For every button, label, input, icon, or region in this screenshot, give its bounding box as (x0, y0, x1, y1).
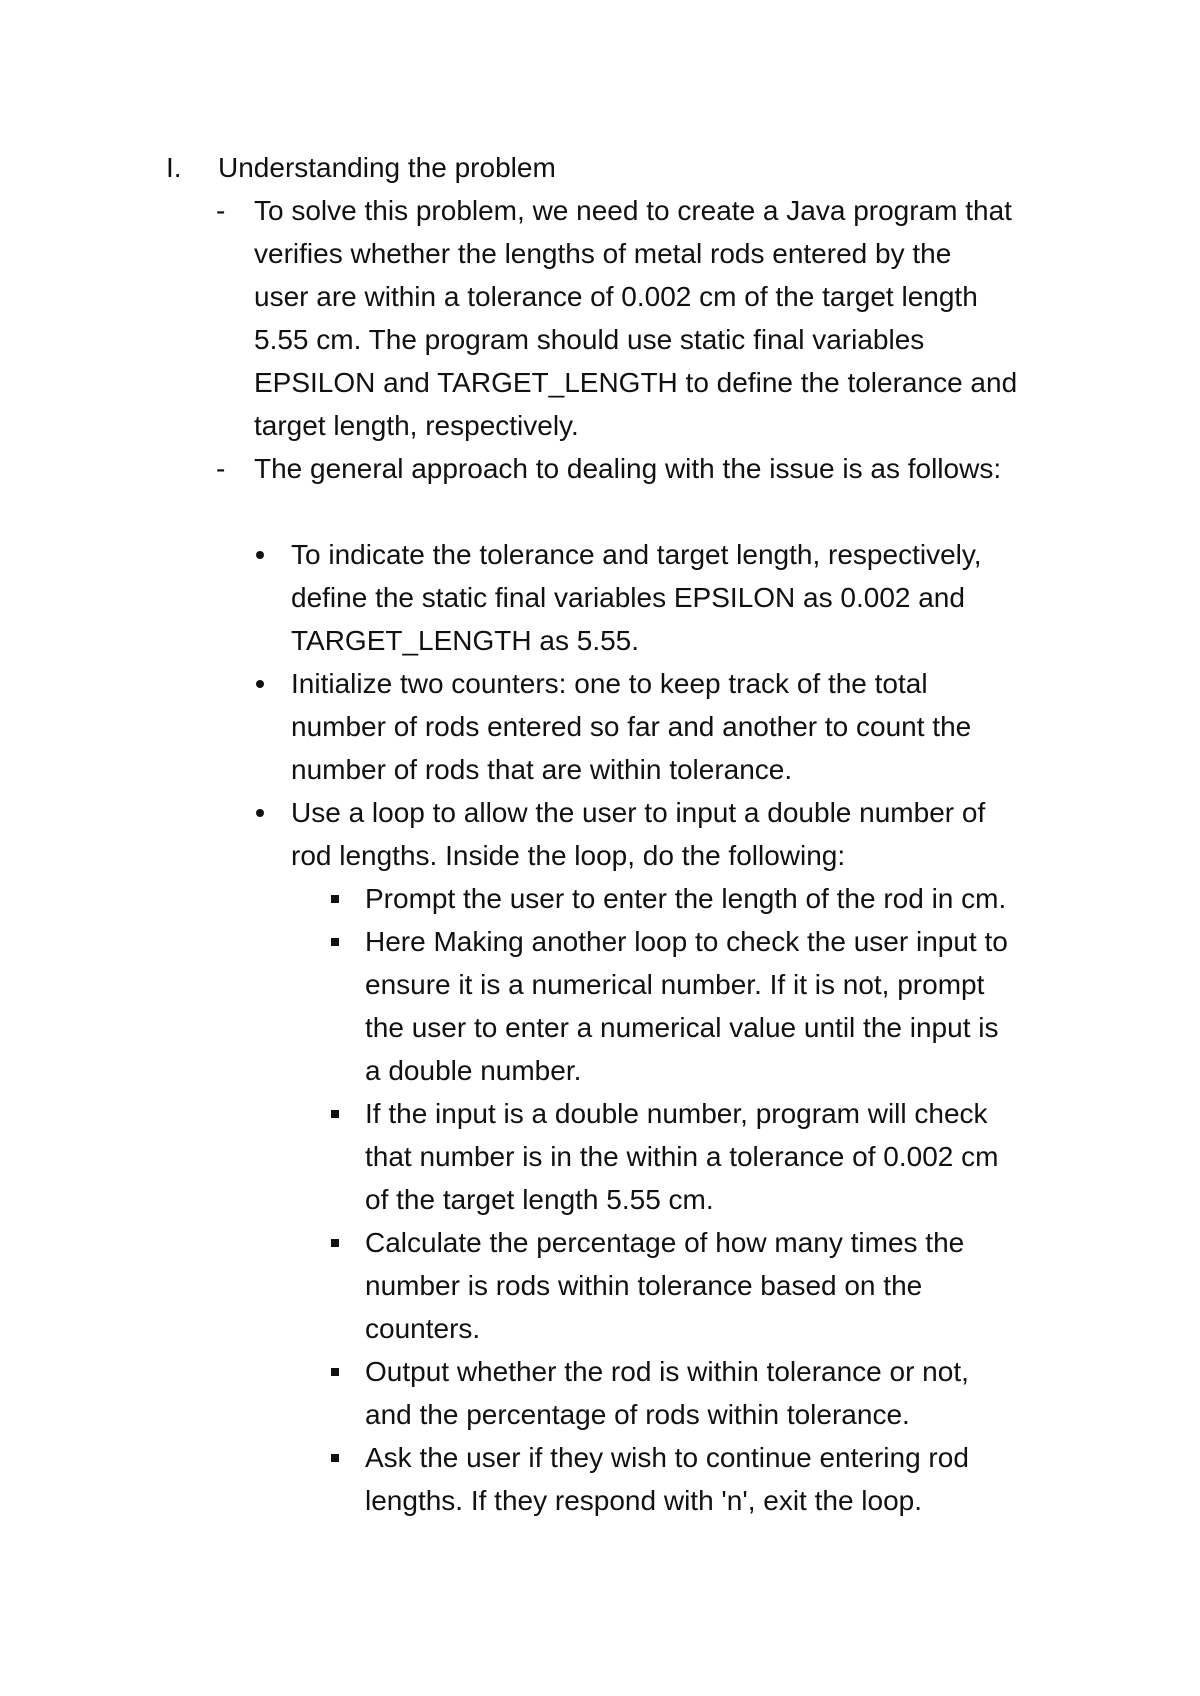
dash-marker: - (216, 195, 226, 226)
text-line: Use a loop to allow the user to input a double number of (291, 797, 986, 828)
text-line: that number is in the within a tolerance of 0.002 cm (365, 1141, 999, 1172)
sub-list-item (327, 1092, 1087, 1221)
square-bullet-icon (327, 1092, 365, 1221)
section-number: I. (166, 152, 182, 183)
sub-list-item (327, 920, 1087, 1092)
bullet-item-text (291, 791, 1051, 877)
text-line: number of rods entered so far and another to count the (291, 711, 972, 742)
square-bullet-icon (327, 877, 365, 920)
sub-list-item (327, 1436, 1087, 1522)
sub-item-text (365, 1350, 1070, 1436)
sub-item-text (365, 877, 1070, 920)
text-line: Output whether the rod is within tolerance or not, (365, 1356, 969, 1387)
text-line: Calculate the percentage of how many times the (365, 1227, 965, 1258)
text-line: of the target length 5.55 cm. (365, 1184, 714, 1215)
sub-list-item (327, 877, 1087, 920)
bullet-item-text (291, 662, 1051, 791)
text-line: verifies whether the lengths of metal rods entered by the (254, 238, 952, 269)
bullet-list-item (252, 533, 1072, 662)
sub-item-text (365, 1221, 1070, 1350)
text-line: Here Making another loop to check the user input to (365, 926, 1008, 957)
square-bullet-icon (327, 1436, 365, 1522)
text-line: Prompt the user to enter the length of the rod in cm. (365, 883, 1007, 914)
text-line: counters. (365, 1313, 481, 1344)
section-heading (166, 146, 1066, 189)
sub-list-item (327, 1350, 1087, 1436)
text-line: Ask the user if they wish to continue entering rod (365, 1442, 969, 1473)
dash-item-text (254, 447, 1074, 490)
text-line: and the percentage of rods within tolerance. (365, 1399, 910, 1430)
text-line: the user to enter a numerical value until the input is (365, 1012, 999, 1043)
square-bullet-icon (327, 1350, 365, 1436)
dash-list-item (216, 189, 1076, 447)
text-line: define the static final variables EPSILON as 0.002 and (291, 582, 965, 613)
text-line: The general approach to dealing with the issue is as follows: (254, 453, 1002, 484)
text-line: rod lengths. Inside the loop, do the following: (291, 840, 846, 871)
dash-list-item (216, 447, 1076, 490)
text-line: 5.55 cm. The program should use static final variables (254, 324, 925, 355)
sub-item-text (365, 1092, 1070, 1221)
text-line: EPSILON and TARGET_LENGTH to define the tolerance and (254, 367, 1018, 398)
text-line: If the input is a double number, program will check (365, 1098, 988, 1129)
bullet-dot-icon (252, 662, 291, 791)
bullet-dot-icon (252, 791, 291, 877)
text-line: target length, respectively. (254, 410, 579, 441)
bullet-list-item (252, 662, 1072, 791)
bullet-item-text (291, 533, 1051, 662)
text-line: user are within a tolerance of 0.002 cm of the target length (254, 281, 978, 312)
text-line: a double number. (365, 1055, 582, 1086)
square-bullet-icon (327, 1221, 365, 1350)
text-line: number of rods that are within tolerance. (291, 754, 793, 785)
text-line: Initialize two counters: one to keep track of the total (291, 668, 928, 699)
bullet-dot-icon (252, 533, 291, 662)
text-line: ensure it is a numerical number. If it is not, prompt (365, 969, 985, 1000)
sub-item-text (365, 1436, 1070, 1522)
text-line: To indicate the tolerance and target length, respectively, (291, 539, 982, 570)
dash-item-text (254, 189, 1074, 447)
sub-list-item (327, 1221, 1087, 1350)
square-bullet-icon (327, 920, 365, 1092)
section-title: Understanding the problem (218, 152, 556, 183)
text-line: lengths. If they respond with 'n', exit the loop. (365, 1485, 923, 1516)
bullet-list-item (252, 791, 1072, 877)
text-line: number is rods within tolerance based on the (365, 1270, 923, 1301)
dash-marker: - (216, 453, 226, 484)
text-line: TARGET_LENGTH as 5.55. (291, 625, 640, 656)
sub-item-text (365, 920, 1070, 1092)
text-line: To solve this problem, we need to create a Java program that (254, 195, 1012, 226)
